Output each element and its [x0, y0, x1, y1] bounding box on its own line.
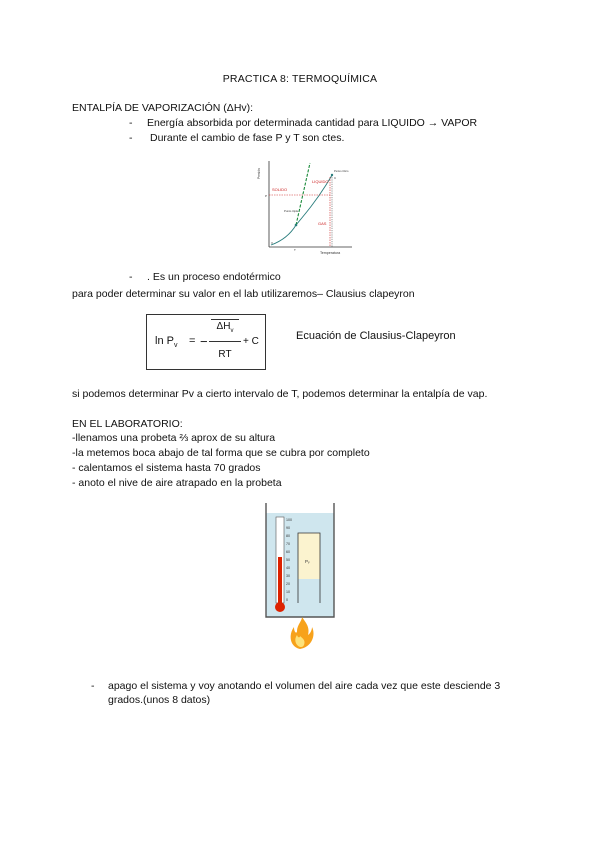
bullet-item — [129, 271, 281, 283]
scale-tick: 0 — [286, 598, 288, 602]
scale-tick: 40 — [286, 566, 290, 570]
lab-step: -la metemos boca abajo de tal forma que se cubra por completo — [72, 447, 370, 459]
critical-point-label: Punto crítico — [334, 170, 349, 173]
p-label: P — [265, 194, 268, 198]
section-heading-enthalpy: ENTALPÍA DE VAPORIZACIÓN (ΔHv): — [72, 102, 254, 114]
equation-plus-c: + C — [243, 336, 259, 347]
equation-label: Ecuación de Clausius-Clapeyron — [296, 330, 456, 342]
y-axis-label: Presión — [257, 168, 261, 179]
bullet-item — [129, 132, 344, 144]
region-gas-label: GAS — [318, 221, 327, 226]
equation-lhs-sub: v — [173, 342, 178, 350]
critical-point-marker — [331, 174, 333, 176]
equation-equals: = — [189, 335, 196, 347]
page-title: PRACTICA 8: TERMOQUÍMICA — [222, 73, 378, 85]
equation-numerator — [211, 319, 239, 334]
lab-step: -llenamos una probeta ⅔ aprox de su altura — [72, 432, 276, 444]
equation-denominator: RT — [218, 349, 232, 360]
v-label: V — [271, 241, 274, 245]
intro-line: para poder determinar su valor en el lab utilizaremos– Clausius clapeyron — [72, 288, 415, 300]
critical-c-label: C — [334, 176, 337, 180]
scale-tick: 20 — [286, 582, 290, 586]
bullet-text: Durante el cambio de fase P y T son ctes. — [150, 132, 345, 144]
region-solid-label: SOLIDO — [272, 187, 288, 192]
triple-point-label: Punto triple — [284, 209, 299, 213]
scale-tick: 80 — [286, 534, 290, 538]
bullet-dash: - — [129, 117, 133, 129]
final-line-1: apago el sistema y voy anotando el volumen del aire cada vez que este desciende 3 — [108, 680, 501, 692]
bullet-dash: - — [129, 271, 133, 283]
trapped-air — [298, 533, 320, 579]
scale-tick: 60 — [286, 550, 290, 554]
bullet-item — [129, 117, 477, 129]
scale-tick: 90 — [286, 526, 290, 530]
equation-lhs — [155, 335, 177, 349]
scale-tick: 100 — [286, 518, 292, 522]
scale-tick: 50 — [286, 558, 290, 562]
scale-tick: 30 — [286, 574, 290, 578]
thermometer-mercury — [278, 557, 282, 605]
scale-tick: 10 — [286, 590, 290, 594]
region-liquid-label: LIQUIDO — [312, 179, 329, 184]
lab-step: - anoto el nive de aire atrapado en la probeta — [72, 477, 282, 489]
vapor-pressure-curve — [271, 175, 332, 245]
triple-point-marker — [295, 224, 298, 227]
lab-apparatus — [262, 497, 340, 653]
lab-step: - calentamos el sistema hasta 70 grados — [72, 462, 261, 474]
final-line-2: grados.(unos 8 datos) — [108, 694, 211, 706]
equation-minus: − — [200, 334, 208, 349]
equation-lhs-text: ln P — [155, 335, 174, 347]
equation-box — [146, 314, 266, 370]
determination-line: si podemos determinar Pv a cierto intervalo de T, podemos determinar la entalpía de vap. — [72, 388, 488, 400]
final-bullet-dash: - — [91, 680, 95, 692]
equation-numerator-text: ΔH — [216, 321, 231, 332]
bullet-text: . Es un proceso endotérmico — [147, 271, 281, 283]
lab-heading: EN EL LABORATORIO: — [72, 418, 183, 430]
x-axis-label: Temperatura — [320, 251, 341, 255]
scale-tick: 70 — [286, 542, 290, 546]
phase-diagram — [254, 157, 354, 257]
equation-numerator-sub: v — [230, 328, 234, 334]
gas-pressure-label: Pᵥ — [305, 559, 310, 564]
fusion-curve — [296, 163, 310, 225]
t-label: T — [294, 248, 296, 252]
bullet-dash: - — [129, 132, 133, 144]
bullet-text: Energía absorbida por determinada cantidad para LIQUIDO → VAPOR — [147, 117, 478, 129]
fraction-bar — [209, 341, 241, 342]
thermometer-bulb — [275, 602, 285, 612]
